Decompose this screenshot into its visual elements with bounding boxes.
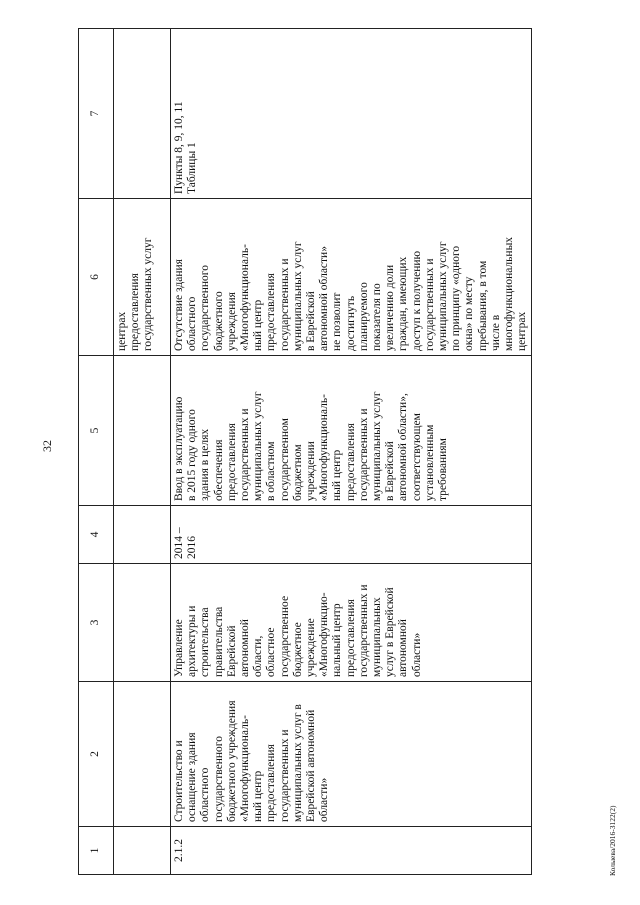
cont-cell-4: [114, 506, 171, 564]
document-code: Колыева/2016-3122(2): [608, 805, 617, 876]
page-number: 32: [40, 440, 54, 452]
cont-consequences-text: центрах предоставления государственных услуг: [116, 237, 155, 351]
cont-cell-1: [114, 827, 171, 875]
header-col-6: 6: [79, 199, 114, 356]
header-row: [79, 29, 114, 875]
cont-cell-2: [114, 682, 171, 827]
cont-cell-3: [114, 564, 171, 682]
row-activity-name: Строительство и оснащение здания областного государственного бюджетного учреждения «Многофункциональ- ный центр предоставления государственных и муниципальных услуг в Еврейской автономной области»: [171, 682, 532, 827]
row-link-indicators: Пункты 8, 9, 10, 11 Таблицы 1: [171, 29, 532, 199]
cont-cell-5: [114, 356, 171, 506]
header-col-3: 3: [79, 564, 114, 682]
row-executor: Управление архитектуры и строительства правительства Еврейской автономной области, областное государственное бюджетное учреждение «Многофункцио- нальный центр предоставления государственных и муниципальных услуг в Еврейской автономной области»: [171, 564, 532, 682]
row-consequences: Отсутствие здания областного государственного бюджетного учреждения «Многофункциональ- ный центр предоставления государственных и муниципальных услуг в Еврейской автономной области» не позволит достигнуть планируемого показателя по увеличению доли граждан, имеющих доступ к получению государственных и муниципальных услуг по принципу «одного окна» по месту пребывания, в том числе в многофункциональных центрах: [171, 199, 532, 356]
table-container: [78, 29, 600, 875]
activities-table: [78, 28, 532, 875]
header-col-2: 2: [79, 682, 114, 827]
row-period: 2014 – 2016: [171, 506, 532, 564]
header-col-1: 1: [79, 827, 114, 875]
header-col-4: 4: [79, 506, 114, 564]
cont-cell-6: [114, 199, 171, 356]
cont-cell-7: [114, 29, 171, 199]
header-col-5: 5: [79, 356, 114, 506]
row-expected-result: Ввод в эксплуатацию в 2015 году одного здания в целях обеспечения предоставления государственных и муниципальных услуг в областном государственном бюджетном учреждении «Многофункциональ- ный центр предоставления государственных и муниципальных услуг в Еврейской автономной области», соответствующем установленным требованиям: [171, 356, 532, 506]
continuation-row: [114, 29, 171, 875]
row-number: 2.1.2: [171, 827, 532, 875]
table-row: [171, 29, 532, 875]
header-col-7: 7: [79, 29, 114, 199]
